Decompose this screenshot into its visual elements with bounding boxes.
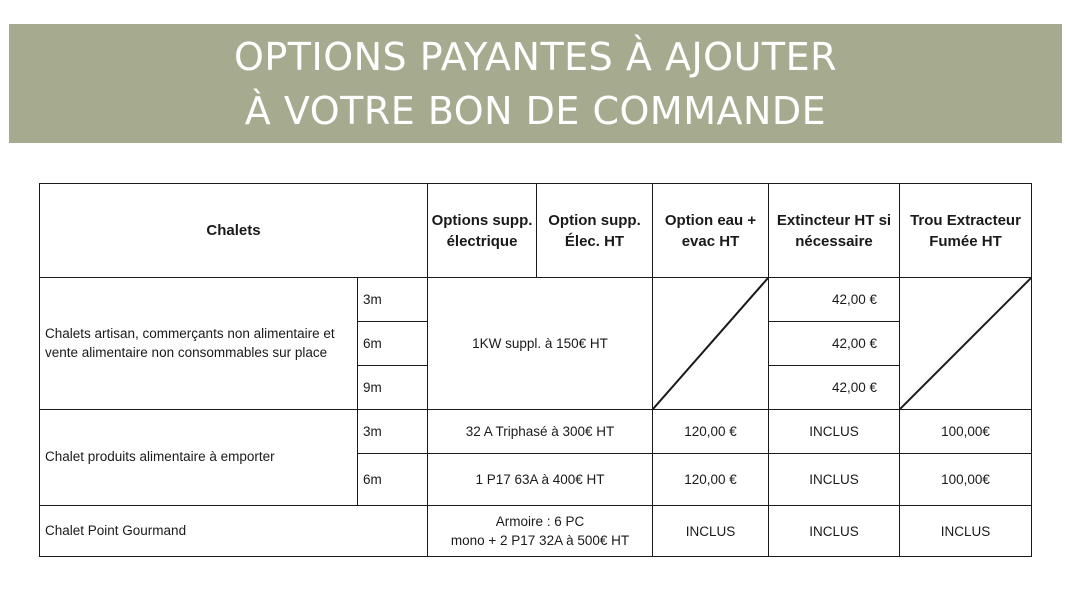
header-extincteur: Extincteur HT si nécessaire [769, 184, 900, 278]
extincteur-price: 42,00 € [769, 366, 900, 410]
eau-value: INCLUS [653, 506, 769, 557]
extincteur-value: INCLUS [769, 454, 900, 506]
header-option-eau: Option eau + evac HT [653, 184, 769, 278]
trou-price: 100,00€ [900, 410, 1032, 454]
elec-option-cell: 1 P17 63A à 400€ HT [428, 454, 653, 506]
chalet-artisan-label: Chalets artisan, commerçants non alimentaire et vente alimentaire non consommables sur place [40, 278, 358, 410]
table-row [40, 410, 1032, 454]
header-option-elec-ht: Option supp. Élec. HT [537, 184, 653, 278]
diagonal-line [900, 278, 1031, 409]
elec-option-cell: 32 A Triphasé à 300€ HT [428, 410, 653, 454]
chalet-gourmand-label: Chalet Point Gourmand [40, 506, 428, 557]
elec-option-line-2: mono + 2 P17 32A à 500€ HT [450, 533, 630, 548]
not-applicable-cell [653, 278, 769, 410]
header-chalets: Chalets [40, 184, 428, 278]
size-cell: 6m [358, 454, 428, 506]
extincteur-price: 42,00 € [769, 322, 900, 366]
trou-value: INCLUS [900, 506, 1032, 557]
banner-title-line-1: OPTIONS PAYANTES À AJOUTER [233, 34, 838, 79]
extincteur-value: INCLUS [769, 410, 900, 454]
elec-option-cell [428, 506, 653, 557]
elec-option-cell: 1KW suppl. à 150€ HT [428, 278, 653, 410]
header-trou-extracteur: Trou Extracteur Fumée HT [900, 184, 1032, 278]
table-row [40, 278, 1032, 322]
trou-price: 100,00€ [900, 454, 1032, 506]
size-cell: 9m [358, 366, 428, 410]
eau-price: 120,00 € [653, 454, 769, 506]
title-banner [9, 24, 1062, 143]
extincteur-value: INCLUS [769, 506, 900, 557]
table-row [40, 506, 1032, 557]
header-options-electrique: Options supp. électrique [428, 184, 537, 278]
size-cell: 6m [358, 322, 428, 366]
extincteur-price: 42,00 € [769, 278, 900, 322]
table-header-row [40, 184, 1032, 278]
elec-option-line-1: Armoire : 6 PC [495, 514, 585, 529]
banner-title-line-2: À VOTRE BON DE COMMANDE [244, 88, 827, 133]
eau-price: 120,00 € [653, 410, 769, 454]
size-cell: 3m [358, 410, 428, 454]
size-cell: 3m [358, 278, 428, 322]
not-applicable-cell [900, 278, 1032, 410]
diagonal-line [653, 278, 768, 409]
chalet-alimentaire-label: Chalet produits alimentaire à emporter [40, 410, 358, 506]
options-table [39, 183, 1032, 557]
